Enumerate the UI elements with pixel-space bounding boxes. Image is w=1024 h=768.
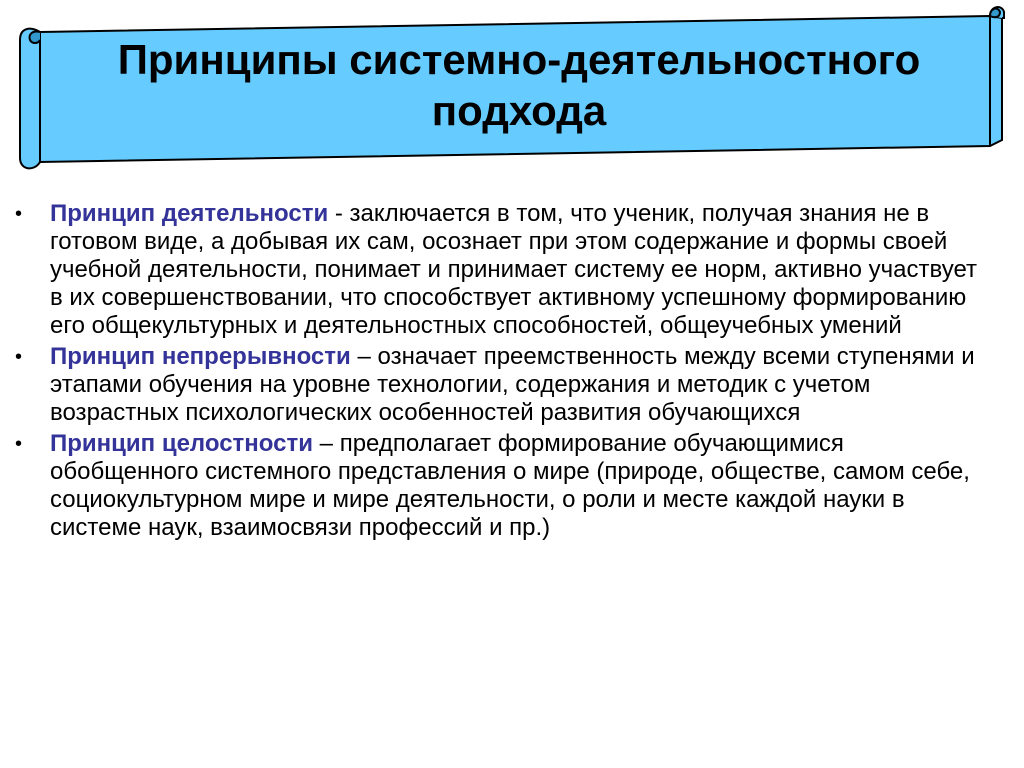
principle-item-activity <box>0 200 1024 340</box>
principle-separator: – <box>350 343 378 370</box>
principle-term: Принцип деятельности <box>50 200 329 227</box>
principle-description: означает преемственность между всеми ступенями и этапами обучения на уровне технологии, содержания и методик с учетом возрастных психологических особенностей развития обучающихся <box>50 343 975 426</box>
title-scroll-banner <box>0 0 1024 180</box>
page-title: Принципы системно-деятельностного подхода <box>117 36 921 134</box>
scroll-right-curl-inner <box>990 9 1000 18</box>
bullet-icon: • <box>15 346 23 368</box>
scroll-left-curl-inner <box>30 31 40 43</box>
bullet-icon: • <box>15 433 23 455</box>
principle-item-integrity <box>0 430 1024 542</box>
principle-description: заключается в том, что ученик, получая знания не в готовом виде, а добывая их сам, осознает при этом содержание и формы своей учебной деятельности, понимает и принимает систему ее норм, активно участвует в их совершенствовании, что способствует активному успешному формированию его общекультурных и деятельностных способностей, общеучебных умений <box>50 200 978 339</box>
principles-list <box>0 200 1024 545</box>
principle-term: Принцип целостности <box>50 430 314 457</box>
bullet-icon: • <box>15 203 23 225</box>
principle-separator: - <box>328 200 350 227</box>
principle-term: Принцип непрерывности <box>50 343 351 370</box>
principle-separator: – <box>313 430 340 457</box>
principle-item-continuity <box>0 343 1024 427</box>
principle-description: предполагает формирование обучающимися обобщенного системного представления о мире (природе, обществе, самом себе, социокультурном мире и мире деятельности, о роли и месте каждой науки в системе наук, взаимосвязи профессий и пр.) <box>50 430 970 541</box>
scroll-left-curl <box>20 29 40 169</box>
